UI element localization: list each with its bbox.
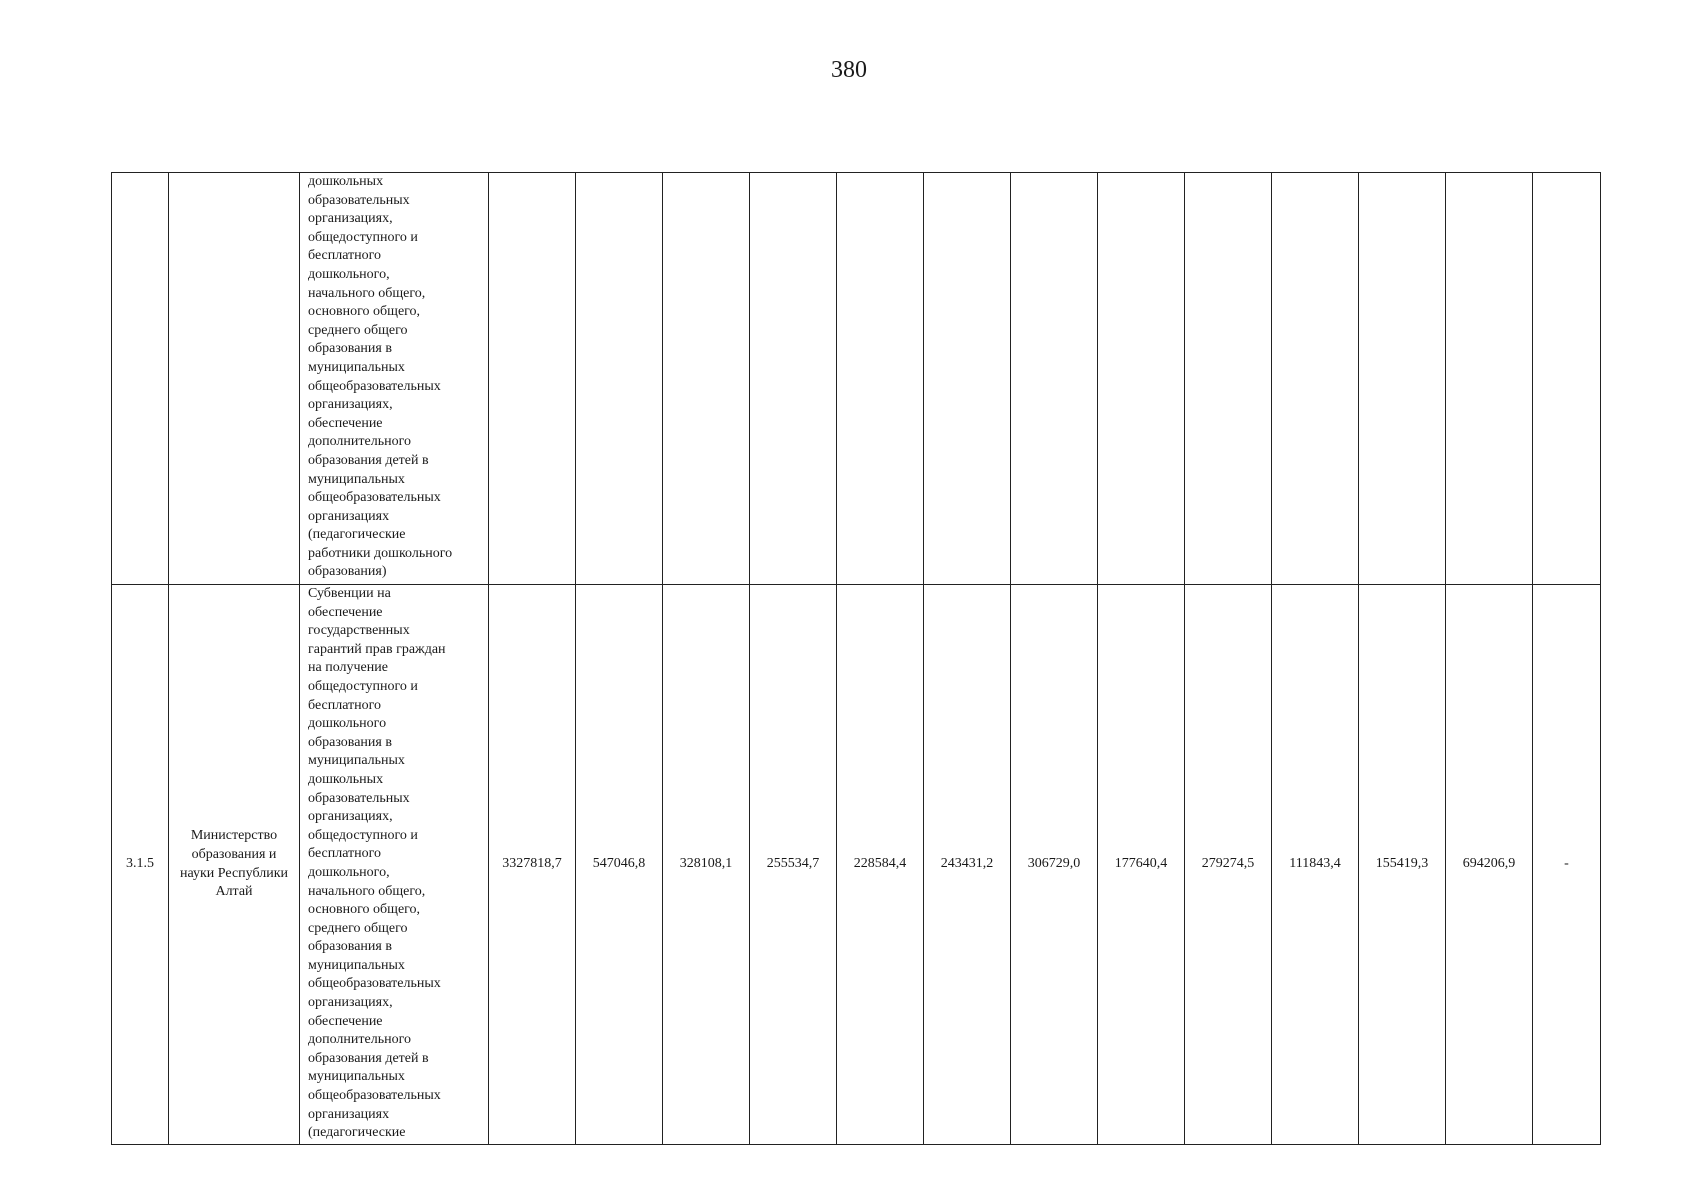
description-line: гарантий прав граждан	[308, 641, 446, 657]
description-line: дополнительного	[308, 1032, 411, 1048]
description-line: обеспечение	[308, 604, 383, 620]
description-line: начального общего,	[308, 285, 426, 301]
budget-table	[111, 172, 1601, 1145]
value-cell: 111843,4	[1272, 585, 1359, 1145]
description-line: дошкольного	[308, 716, 387, 732]
description-line: общедоступного и	[308, 229, 418, 245]
description-line: бесплатного	[308, 248, 382, 264]
description-line: общедоступного и	[308, 827, 418, 843]
value-cell: 306729,0	[1011, 585, 1098, 1145]
description-line: обеспечение	[308, 1013, 383, 1029]
description-line: образования в	[308, 939, 392, 955]
value-cell	[1098, 173, 1185, 585]
value-cell	[750, 173, 837, 585]
description-cell	[300, 585, 489, 1145]
description-line: организациях,	[308, 995, 393, 1011]
responsible-org-cell: Министерство образования и науки Республики Алтай	[169, 585, 300, 1145]
description-cell	[300, 173, 489, 585]
value-cell: 694206,9	[1446, 585, 1533, 1145]
description-line: общеобразовательных	[308, 1088, 441, 1104]
description-line: организациях	[308, 508, 390, 524]
description-line: муниципальных	[308, 359, 405, 375]
description-line: основного общего,	[308, 902, 421, 918]
value-cell	[1185, 173, 1272, 585]
description-line: дошкольного,	[308, 266, 390, 282]
description-line: образования в	[308, 734, 392, 750]
description-line: образования детей в	[308, 452, 429, 468]
description-line: общеобразовательных	[308, 976, 441, 992]
description-line: образовательных	[308, 192, 410, 208]
description-line: образования в	[308, 341, 392, 357]
description-line: общедоступного и	[308, 678, 418, 694]
value-cell	[1011, 173, 1098, 585]
description-line: организациях	[308, 1106, 390, 1122]
responsible-org-cell	[169, 173, 300, 585]
value-cell: 328108,1	[663, 585, 750, 1145]
table-body	[112, 173, 1601, 1145]
description-line: бесплатного	[308, 846, 382, 862]
value-cell: 177640,4	[1098, 585, 1185, 1145]
value-cell: 255534,7	[750, 585, 837, 1145]
description-line: образовательных	[308, 790, 410, 806]
last-value-cell: -	[1533, 585, 1601, 1145]
value-cell	[576, 173, 663, 585]
value-cell: 279274,5	[1185, 585, 1272, 1145]
description-line: общеобразовательных	[308, 378, 441, 394]
description-line: организациях,	[308, 809, 393, 825]
value-cell: 3327818,7	[489, 585, 576, 1145]
description-line: организациях,	[308, 211, 393, 227]
description-line: основного общего,	[308, 304, 421, 320]
value-cell	[1272, 173, 1359, 585]
row-number-cell: 3.1.5	[112, 585, 169, 1145]
description-line: муниципальных	[308, 957, 405, 973]
description-line: организациях,	[308, 397, 393, 413]
value-cell: 228584,4	[837, 585, 924, 1145]
description-line: Субвенции на	[308, 586, 391, 601]
description-line: общеобразовательных	[308, 490, 441, 506]
value-cell	[1359, 173, 1446, 585]
description-line: государственных	[308, 623, 410, 639]
description-line: дошкольного,	[308, 864, 390, 880]
description-line: обеспечение	[308, 415, 383, 431]
description-line: дошкольных	[308, 771, 384, 787]
description-line: муниципальных	[308, 1069, 405, 1085]
last-value-cell	[1533, 173, 1601, 585]
description-line: образования)	[308, 564, 387, 580]
description-line: бесплатного	[308, 697, 382, 713]
description-line: на получение	[308, 660, 388, 676]
table-row	[112, 585, 1601, 1145]
description-line: среднего общего	[308, 322, 408, 338]
description-line: дополнительного	[308, 434, 411, 450]
description-line: работники дошкольного	[308, 545, 453, 561]
description-line: муниципальных	[308, 753, 405, 769]
value-cell	[924, 173, 1011, 585]
table-row	[112, 173, 1601, 585]
description-line: (педагогические	[308, 1125, 406, 1141]
description-line: начального общего,	[308, 883, 426, 899]
description-line: дошкольных	[308, 174, 384, 189]
description-line: среднего общего	[308, 920, 408, 936]
page-number: 380	[831, 57, 867, 83]
row-number-cell	[112, 173, 169, 585]
description-line: муниципальных	[308, 471, 405, 487]
value-cell	[663, 173, 750, 585]
value-cell: 243431,2	[924, 585, 1011, 1145]
value-cell	[1446, 173, 1533, 585]
value-cell: 547046,8	[576, 585, 663, 1145]
value-cell	[837, 173, 924, 585]
value-cell	[489, 173, 576, 585]
value-cell: 155419,3	[1359, 585, 1446, 1145]
description-line: образования детей в	[308, 1050, 429, 1066]
description-line: (педагогические	[308, 527, 406, 543]
